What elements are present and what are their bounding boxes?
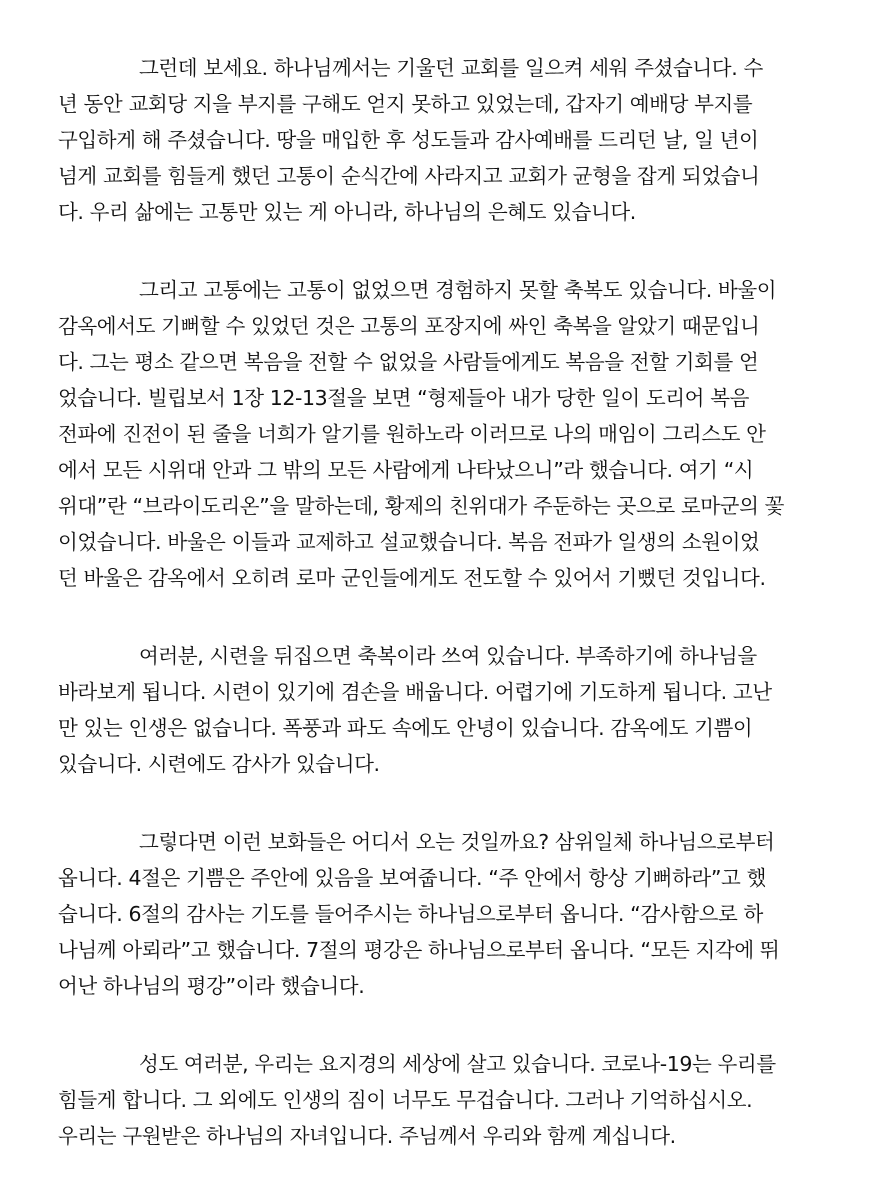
text-line: 있습니다. 시련에도 감사가 있습니다. xyxy=(58,752,380,776)
document-page xyxy=(58,50,818,1154)
text-line: 위대”란 “브라이도리온”을 말하는데, 황제의 친위대가 주둔하는 곳으로 로마군의 꽃 xyxy=(58,494,785,518)
paragraph-2 xyxy=(58,272,818,596)
paragraph-5 xyxy=(58,1046,818,1154)
text-line: 넘게 교회를 힘들게 했던 고통이 순식간에 사라지고 교회가 균형을 잡게 되었습니 xyxy=(58,164,760,188)
text-line: 던 바울은 감옥에서 오히려 로마 군인들에게도 전도할 수 있어서 기뻤던 것입니다. xyxy=(58,566,766,590)
paragraph-spacer xyxy=(58,1004,818,1046)
text-line: 그런데 보세요. 하나님께서는 기울던 교회를 일으켜 세워 주셨습니다. 수 xyxy=(139,56,763,80)
text-line: 에서 모든 시위대 안과 그 밖의 모든 사람에게 나타났으니”라 했습니다. 여기 “시 xyxy=(58,458,754,482)
paragraph-spacer xyxy=(58,596,818,638)
paragraph-spacer xyxy=(58,782,818,824)
text-line: 바라보게 됩니다. 시련이 있기에 겸손을 배웁니다. 어렵기에 기도하게 됩니다. 고난 xyxy=(58,680,772,704)
paragraph-4 xyxy=(58,824,818,1004)
text-line: 힘들게 합니다. 그 외에도 인생의 짐이 너무도 무겁습니다. 그러나 기억하십시오. xyxy=(58,1088,753,1112)
paragraph-3 xyxy=(58,638,818,782)
text-line: 었습니다. 빌립보서 1장 12-13절을 보면 “형제들아 내가 당한 일이 도리어 복음 xyxy=(58,386,749,410)
text-line: 이었습니다. 바울은 이들과 교제하고 설교했습니다. 복음 전파가 일생의 소원이었 xyxy=(58,530,760,554)
text-line: 성도 여러분, 우리는 요지경의 세상에 살고 있습니다. 코로나-19는 우리를 xyxy=(139,1052,776,1076)
text-line: 구입하게 해 주셨습니다. 땅을 매입한 후 성도들과 감사예배를 드리던 날, 일 년이 xyxy=(58,128,759,152)
text-line: 다. 우리 삶에는 고통만 있는 게 아니라, 하나님의 은혜도 있습니다. xyxy=(58,200,636,224)
text-line: 어난 하나님의 평강”이라 했습니다. xyxy=(58,974,365,998)
text-line: 다. 그는 평소 같으면 복음을 전할 수 없었을 사람들에게도 복음을 전할 기회를 얻 xyxy=(58,350,759,374)
text-line: 나님께 아뢰라”고 했습니다. 7절의 평강은 하나님으로부터 옵니다. “모든 지각에 뛰 xyxy=(58,938,780,962)
text-line: 옵니다. 4절은 기쁨은 주안에 있음을 보여줍니다. “주 안에서 항상 기뻐하라”고 했 xyxy=(58,866,766,890)
text-line: 그리고 고통에는 고통이 없었으면 경험하지 못할 축복도 있습니다. 바울이 xyxy=(139,278,777,302)
text-line: 감옥에서도 기뻐할 수 있었던 것은 고통의 포장지에 싸인 축복을 알았기 때문입니 xyxy=(58,314,760,338)
text-line: 여러분, 시련을 뒤집으면 축복이라 쓰여 있습니다. 부족하기에 하나님을 xyxy=(139,644,757,668)
paragraph-1 xyxy=(58,50,818,230)
text-line: 년 동안 교회당 지을 부지를 구해도 얻지 못하고 있었는데, 갑자기 예배당 부지를 xyxy=(58,92,753,116)
text-line: 우리는 구원받은 하나님의 자녀입니다. 주님께서 우리와 함께 계십니다. xyxy=(58,1124,676,1148)
text-line: 습니다. 6절의 감사는 기도를 들어주시는 하나님으로부터 옵니다. “감사함으로 하 xyxy=(58,902,763,926)
paragraph-spacer xyxy=(58,230,818,272)
text-line: 전파에 진전이 된 줄을 너희가 알기를 원하노라 이러므로 나의 매임이 그리스도 안 xyxy=(58,422,766,446)
text-line: 만 있는 인생은 없습니다. 폭풍과 파도 속에도 안녕이 있습니다. 감옥에도 기쁨이 xyxy=(58,716,753,740)
text-line: 그렇다면 이런 보화들은 어디서 오는 것일까요? 삼위일체 하나님으로부터 xyxy=(139,830,775,854)
